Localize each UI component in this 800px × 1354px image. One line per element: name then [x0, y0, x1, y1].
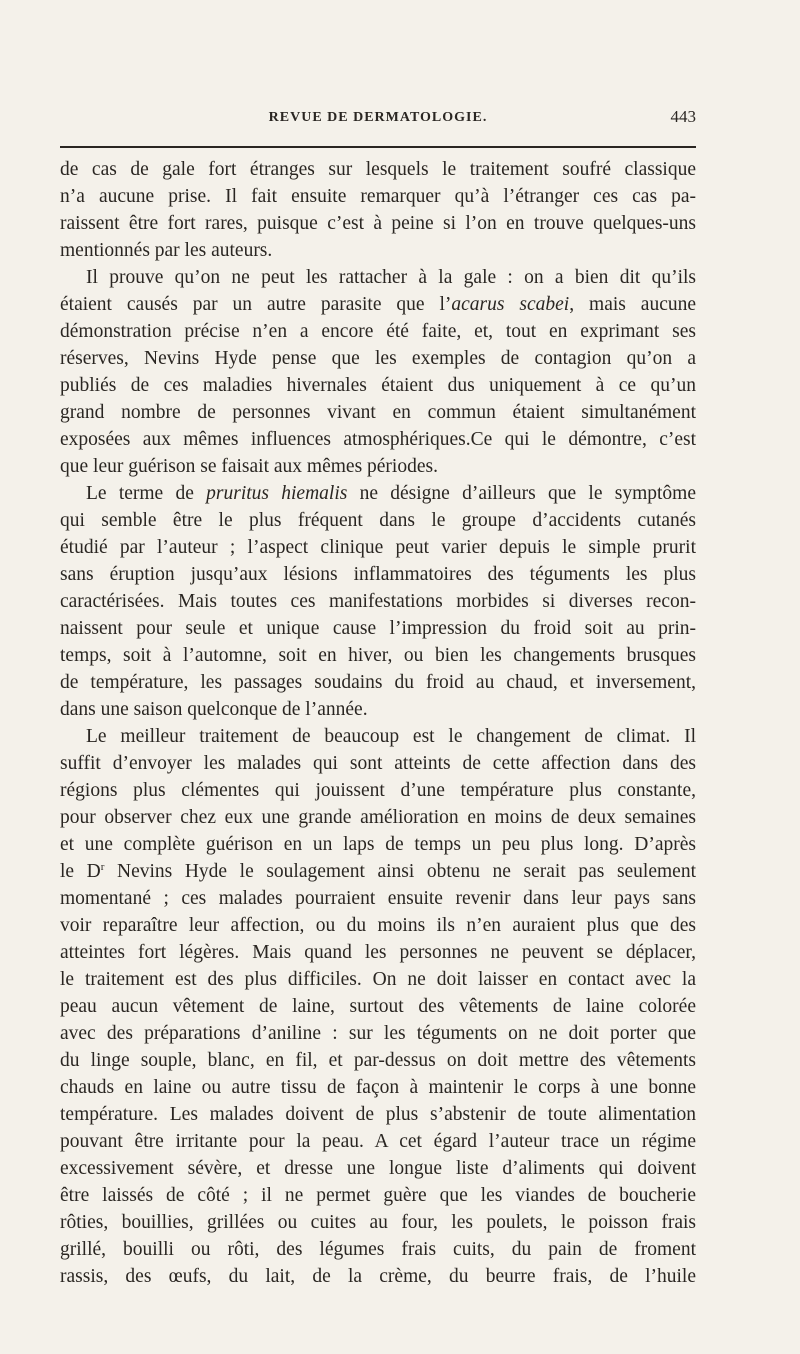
- text-line: [60, 291, 696, 318]
- page-number: 443: [670, 107, 696, 126]
- italic-term: acarus scabei: [451, 294, 570, 315]
- header-rule: [60, 146, 696, 148]
- text-line: n’a aucune prise. Il fait ensuite remarquer qu’à l’étranger ces cas pa-: [60, 186, 696, 207]
- text-line: dans une saison quelconque de l’année.: [60, 699, 368, 720]
- text-line: [60, 480, 696, 507]
- text-line: momentané ; ces malades pourraient ensuite revenir dans leur pays sans: [60, 888, 696, 909]
- text-line: et une complète guérison en un laps de temps un peu plus long. D’après: [60, 834, 696, 855]
- text-line: raissent être fort rares, puisque c’est à peine si l’on en trouve quelques-uns: [60, 213, 696, 234]
- text-segment: , mais aucune: [569, 294, 697, 315]
- text-line: peau aucun vêtement de laine, surtout des vêtements de laine colorée: [60, 996, 696, 1017]
- text-line: rassis, des œufs, du lait, de la crème, du beurre frais, de l’huile: [60, 1266, 696, 1287]
- text-line: le traitement est des plus difficiles. On ne doit laisser en contact avec la: [60, 969, 696, 990]
- text-line: atteintes fort légères. Mais quand les personnes ne peuvent se déplacer,: [60, 942, 696, 963]
- text-line: naissent pour seule et unique cause l’impression du froid soit au prin-: [60, 618, 696, 639]
- running-title: REVUE DE DERMATOLOGIE.: [268, 110, 488, 125]
- text-line: que leur guérison se faisait aux mêmes périodes.: [60, 456, 438, 477]
- text-segment: le D: [60, 861, 101, 882]
- text-line: étudié par l’auteur ; l’aspect clinique peut varier depuis le simple prurit: [60, 537, 696, 558]
- text-line: grillé, bouilli ou rôti, des légumes frais cuits, du pain de froment: [60, 1239, 696, 1260]
- text-line: température. Les malades doivent de plus s’abstenir de toute alimentation: [60, 1104, 696, 1125]
- text-line: rôties, bouillies, grillées ou cuites au four, les poulets, le poisson frais: [60, 1212, 696, 1233]
- text-line: de température, les passages soudains du froid au chaud, et inversement,: [60, 672, 696, 693]
- text-line: publiés de ces maladies hivernales étaient dus uniquement à ce qu’un: [60, 375, 696, 396]
- text-line: Le meilleur traitement de beaucoup est le changement de climat. Il: [86, 726, 696, 747]
- text-line: avec des préparations d’aniline : sur les téguments on ne doit porter que: [60, 1023, 696, 1044]
- text-segment: ne désigne d’ailleurs que le symptôme: [347, 483, 696, 504]
- text-line: caractérisées. Mais toutes ces manifestations morbides si diverses recon-: [60, 591, 696, 612]
- body-text: [60, 156, 696, 1290]
- text-line: [60, 858, 696, 885]
- text-line: démonstration précise n’en a encore été faite, et, tout en exprimant ses: [60, 321, 696, 342]
- text-line: pouvant être irritante pour la peau. A cet égard l’auteur trace un régime: [60, 1131, 696, 1152]
- italic-term: pruritus hiemalis: [206, 483, 348, 504]
- text-line: réserves, Nevins Hyde pense que les exemples de contagion qu’on a: [60, 348, 696, 369]
- text-line: suffit d’envoyer les malades qui sont atteints de cette affection dans des: [60, 753, 696, 774]
- text-line: de cas de gale fort étranges sur lesquels le traitement soufré classique: [60, 159, 696, 180]
- running-head: [60, 107, 696, 134]
- superscript: r: [100, 861, 105, 873]
- text-line: pour observer chez eux une grande amélioration en moins de deux semaines: [60, 807, 696, 828]
- text-line: être laissés de côté ; il ne permet guère que les viandes de boucherie: [60, 1185, 696, 1206]
- text-line: du linge souple, blanc, en fil, et par-dessus on doit mettre des vêtements: [60, 1050, 696, 1071]
- text-line: excessivement sévère, et dresse une longue liste d’aliments qui doivent: [60, 1158, 696, 1179]
- text-line: exposées aux mêmes influences atmosphériques.Ce qui le démontre, c’est: [60, 429, 696, 450]
- text-line: temps, soit à l’automne, soit en hiver, ou bien les changements brusques: [60, 645, 696, 666]
- text-line: sans éruption jusqu’aux lésions inflammatoires des téguments les plus: [60, 564, 696, 585]
- text-line: Il prouve qu’on ne peut les rattacher à la gale : on a bien dit qu’ils: [86, 267, 696, 288]
- text-segment: étaient causés par un autre parasite que l’: [60, 294, 452, 315]
- text-line: grand nombre de personnes vivant en commun étaient simultanément: [60, 402, 696, 423]
- text-line: voir reparaître leur affection, ou du moins ils n’en auraient plus que des: [60, 915, 696, 936]
- text-line: qui semble être le plus fréquent dans le groupe d’accidents cutanés: [60, 510, 696, 531]
- text-segment: Nevins Hyde le soulagement ainsi obtenu ne serait pas seulement: [104, 861, 696, 882]
- text-line: chauds en laine ou autre tissu de façon à maintenir le corps à une bonne: [60, 1077, 696, 1098]
- text-line: mentionnés par les auteurs.: [60, 240, 273, 261]
- text-segment: Le terme de: [86, 483, 207, 504]
- text-line: régions plus clémentes qui jouissent d’une température plus constante,: [60, 780, 696, 801]
